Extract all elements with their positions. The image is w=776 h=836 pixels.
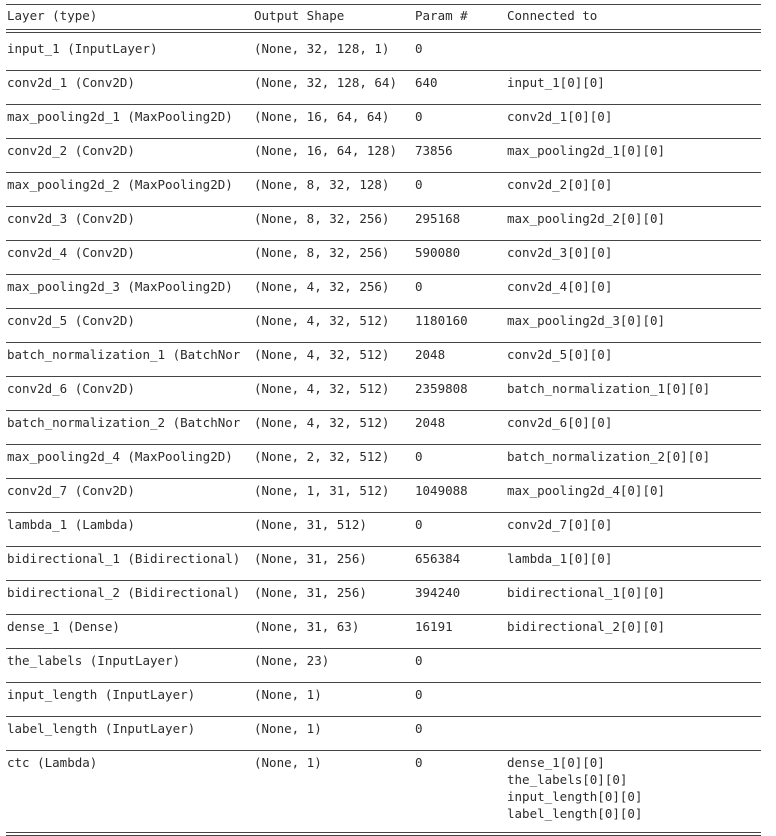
connected-to xyxy=(507,108,767,125)
row-rule xyxy=(6,716,761,717)
param-count: 1180160 xyxy=(415,313,468,328)
connected-to-entry: bidirectional_2[0][0] xyxy=(507,619,666,634)
row-rule xyxy=(6,308,761,309)
connected-to-entry: conv2d_4[0][0] xyxy=(507,279,613,294)
output-shape: (None, 32, 128, 1) xyxy=(254,41,390,56)
row-rule xyxy=(6,512,761,513)
output-shape: (None, 32, 128, 64) xyxy=(254,75,397,90)
connected-to xyxy=(507,414,767,431)
row-rule xyxy=(6,70,761,71)
layer-name: max_pooling2d_3 (MaxPooling2D) xyxy=(7,279,233,294)
output-shape: (None, 31, 512) xyxy=(254,517,367,532)
header-param: Param # xyxy=(415,8,468,23)
connected-to xyxy=(507,584,767,601)
output-shape: (None, 8, 32, 256) xyxy=(254,211,390,226)
row-rule xyxy=(6,138,761,139)
connected-to-entry: conv2d_3[0][0] xyxy=(507,245,613,260)
connected-to-entry: max_pooling2d_4[0][0] xyxy=(507,483,666,498)
connected-to-entry: input_1[0][0] xyxy=(507,75,605,90)
param-count: 0 xyxy=(415,517,423,532)
param-count: 0 xyxy=(415,721,423,736)
header-rule xyxy=(6,29,761,33)
layer-name: bidirectional_1 (Bidirectional) xyxy=(7,551,241,566)
header-connected: Connected to xyxy=(507,8,598,23)
connected-to-entry: max_pooling2d_2[0][0] xyxy=(507,211,666,226)
output-shape: (None, 4, 32, 512) xyxy=(254,313,390,328)
connected-to-entry: batch_normalization_1[0][0] xyxy=(507,381,711,396)
layer-name: label_length (InputLayer) xyxy=(7,721,196,736)
param-count: 1049088 xyxy=(415,483,468,498)
row-rule xyxy=(6,172,761,173)
row-rule xyxy=(6,546,761,547)
layer-name: batch_normalization_2 (BatchNor xyxy=(7,415,241,430)
output-shape: (None, 16, 64, 128) xyxy=(254,143,397,158)
connected-to-entry: dense_1[0][0] xyxy=(507,755,605,770)
param-count: 295168 xyxy=(415,211,461,226)
output-shape: (None, 4, 32, 512) xyxy=(254,381,390,396)
layer-name: input_length (InputLayer) xyxy=(7,687,196,702)
layer-name: ctc (Lambda) xyxy=(7,755,98,770)
connected-to xyxy=(507,244,767,261)
connected-to xyxy=(507,550,767,567)
output-shape: (None, 1) xyxy=(254,721,322,736)
row-rule xyxy=(6,104,761,105)
param-count: 394240 xyxy=(415,585,461,600)
connected-to-entry: max_pooling2d_1[0][0] xyxy=(507,143,666,158)
connected-to xyxy=(507,482,767,499)
output-shape: (None, 4, 32, 256) xyxy=(254,279,390,294)
connected-to-entry: the_labels[0][0] xyxy=(507,772,628,787)
param-count: 590080 xyxy=(415,245,461,260)
connected-to xyxy=(507,380,767,397)
param-count: 2048 xyxy=(415,415,446,430)
layer-name: dense_1 (Dense) xyxy=(7,619,120,634)
row-rule xyxy=(6,478,761,479)
row-rule xyxy=(6,682,761,683)
layer-name: conv2d_6 (Conv2D) xyxy=(7,381,135,396)
connected-to-entry: lambda_1[0][0] xyxy=(507,551,613,566)
param-count: 0 xyxy=(415,449,423,464)
layer-name: the_labels (InputLayer) xyxy=(7,653,181,668)
connected-to-entry: label_length[0][0] xyxy=(507,806,643,821)
output-shape: (None, 31, 256) xyxy=(254,551,367,566)
connected-to xyxy=(507,210,767,227)
row-rule xyxy=(6,410,761,411)
header-shape: Output Shape xyxy=(254,8,345,23)
param-count: 16191 xyxy=(415,619,453,634)
connected-to-entry: conv2d_2[0][0] xyxy=(507,177,613,192)
row-rule xyxy=(6,376,761,377)
param-count: 640 xyxy=(415,75,438,90)
output-shape: (None, 1, 31, 512) xyxy=(254,483,390,498)
connected-to xyxy=(507,346,767,363)
param-count: 73856 xyxy=(415,143,453,158)
connected-to xyxy=(507,516,767,533)
layer-name: conv2d_2 (Conv2D) xyxy=(7,143,135,158)
connected-to xyxy=(507,142,767,159)
connected-to xyxy=(507,74,767,91)
connected-to-entry: conv2d_1[0][0] xyxy=(507,109,613,124)
output-shape: (None, 1) xyxy=(254,687,322,702)
layer-name: conv2d_3 (Conv2D) xyxy=(7,211,135,226)
connected-to xyxy=(507,312,767,329)
output-shape: (None, 8, 32, 256) xyxy=(254,245,390,260)
row-rule xyxy=(6,580,761,581)
connected-to xyxy=(507,754,767,822)
param-count: 0 xyxy=(415,279,423,294)
connected-to-entry: conv2d_7[0][0] xyxy=(507,517,613,532)
connected-to xyxy=(507,448,767,465)
param-count: 2359808 xyxy=(415,381,468,396)
layer-name: batch_normalization_1 (BatchNor xyxy=(7,347,241,362)
connected-to xyxy=(507,176,767,193)
param-count: 0 xyxy=(415,109,423,124)
connected-to-entry: max_pooling2d_3[0][0] xyxy=(507,313,666,328)
param-count: 0 xyxy=(415,653,423,668)
output-shape: (None, 31, 256) xyxy=(254,585,367,600)
row-rule xyxy=(6,274,761,275)
connected-to-entry: bidirectional_1[0][0] xyxy=(507,585,666,600)
param-count: 0 xyxy=(415,755,423,770)
connected-to xyxy=(507,278,767,295)
row-rule xyxy=(6,614,761,615)
param-count: 0 xyxy=(415,687,423,702)
row-rule xyxy=(6,240,761,241)
output-shape: (None, 2, 32, 512) xyxy=(254,449,390,464)
param-count: 0 xyxy=(415,41,423,56)
row-rule xyxy=(6,444,761,445)
param-count: 2048 xyxy=(415,347,446,362)
output-shape: (None, 23) xyxy=(254,653,330,668)
connected-to-entry: input_length[0][0] xyxy=(507,789,643,804)
output-shape: (None, 1) xyxy=(254,755,322,770)
output-shape: (None, 4, 32, 512) xyxy=(254,347,390,362)
row-rule xyxy=(6,342,761,343)
layer-name: conv2d_4 (Conv2D) xyxy=(7,245,135,260)
output-shape: (None, 31, 63) xyxy=(254,619,360,634)
row-rule xyxy=(6,206,761,207)
header-layer: Layer (type) xyxy=(7,8,98,23)
layer-name: max_pooling2d_4 (MaxPooling2D) xyxy=(7,449,233,464)
output-shape: (None, 16, 64, 64) xyxy=(254,109,390,124)
layer-name: lambda_1 (Lambda) xyxy=(7,517,135,532)
bottom-rule xyxy=(6,832,761,836)
connected-to-entry: conv2d_6[0][0] xyxy=(507,415,613,430)
layer-name: conv2d_7 (Conv2D) xyxy=(7,483,135,498)
connected-to xyxy=(507,618,767,635)
connected-to-entry: batch_normalization_2[0][0] xyxy=(507,449,711,464)
layer-name: conv2d_1 (Conv2D) xyxy=(7,75,135,90)
connected-to-entry: conv2d_5[0][0] xyxy=(507,347,613,362)
layer-name: conv2d_5 (Conv2D) xyxy=(7,313,135,328)
row-rule xyxy=(6,648,761,649)
param-count: 656384 xyxy=(415,551,461,566)
layer-name: max_pooling2d_2 (MaxPooling2D) xyxy=(7,177,233,192)
row-rule xyxy=(6,750,761,751)
top-rule xyxy=(6,4,761,5)
layer-name: bidirectional_2 (Bidirectional) xyxy=(7,585,241,600)
layer-name: input_1 (InputLayer) xyxy=(7,41,158,56)
output-shape: (None, 8, 32, 128) xyxy=(254,177,390,192)
layer-name: max_pooling2d_1 (MaxPooling2D) xyxy=(7,109,233,124)
output-shape: (None, 4, 32, 512) xyxy=(254,415,390,430)
param-count: 0 xyxy=(415,177,423,192)
